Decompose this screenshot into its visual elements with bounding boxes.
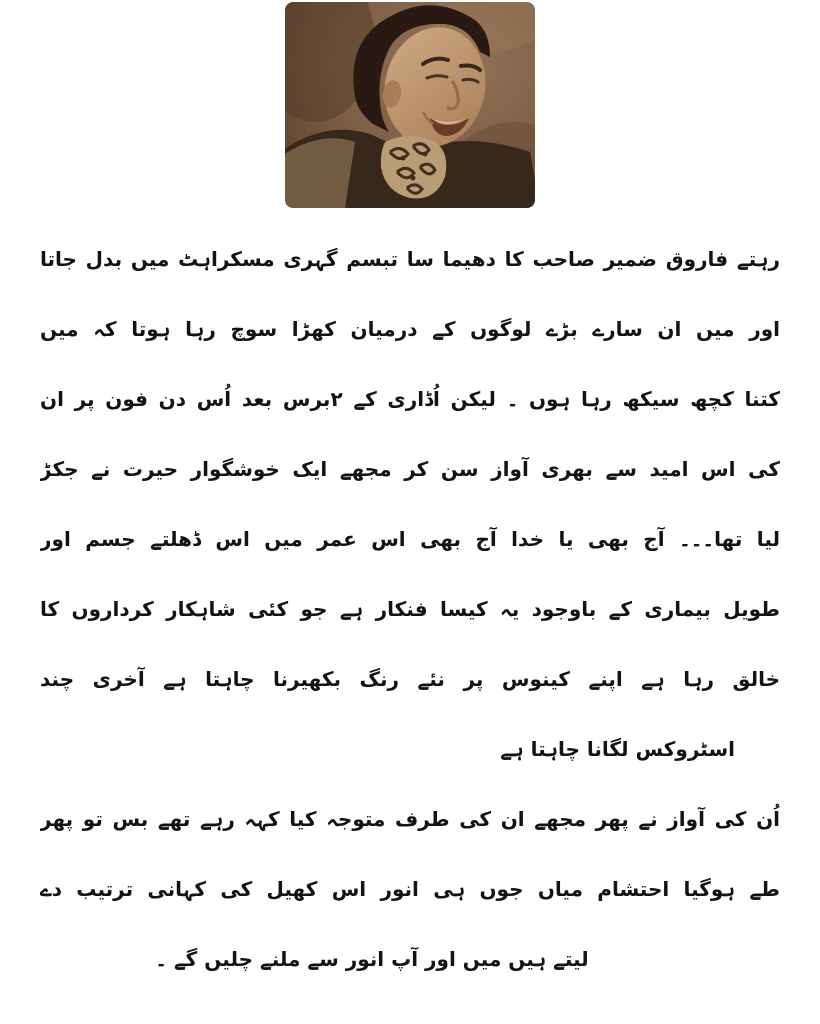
urdu-text-line-1: رہتے فاروق ضمیر صاحب کا دھیما سا تبسم گہری مسکراہٹ میں بدل جاتا bbox=[40, 247, 780, 271]
urdu-article-text bbox=[40, 224, 780, 994]
urdu-text-line-11: لیتے ہیں میں اور آپ انور سے ملنے چلیں گے ۔ bbox=[155, 947, 589, 971]
urdu-text-line-2: اور میں ان سارے بڑے لوگوں کے درمیان کھڑا سوچ رہا ہوتا کہ میں bbox=[40, 317, 780, 341]
urdu-text-line-9: اُن کی آواز نے پھر مجھے ان کی طرف متوجہ کیا کہہ رہے تھے بس تو پھر bbox=[40, 807, 780, 831]
portrait-photo-illustration bbox=[285, 2, 535, 208]
urdu-text-line-3: کتنا کچھ سیکھ رہا ہوں ۔ لیکن اُڈاری کے ۲برس بعد اُس دن فون پر ان bbox=[40, 387, 780, 411]
urdu-text-line-6: طویل بیماری کے باوجود یہ کیسا فنکار ہے جو کئی شاہکار کرداروں کا bbox=[40, 597, 780, 621]
urdu-text-line-5: لیا تھا۔۔۔ آج بھی یا خدا آج بھی اس عمر میں اس ڈھلتے جسم اور bbox=[40, 527, 780, 551]
urdu-text-line-10: طے ہوگیا احتشام میاں جوں ہی انور اس کھیل کی کہانی ترتیب دے bbox=[40, 877, 780, 901]
portrait-photo bbox=[285, 2, 535, 208]
urdu-text-line-8: اسٹروکس لگانا چاہتا ہے bbox=[500, 737, 735, 761]
urdu-text-line-7: خالق رہا ہے اپنے کینوس پر نئے رنگ بکھیرنا چاہتا ہے آخری چند bbox=[40, 667, 780, 691]
urdu-text-line-4: کی اس امید سے بھری آواز سن کر مجھے ایک خوشگوار حیرت نے جکڑ bbox=[40, 457, 780, 481]
